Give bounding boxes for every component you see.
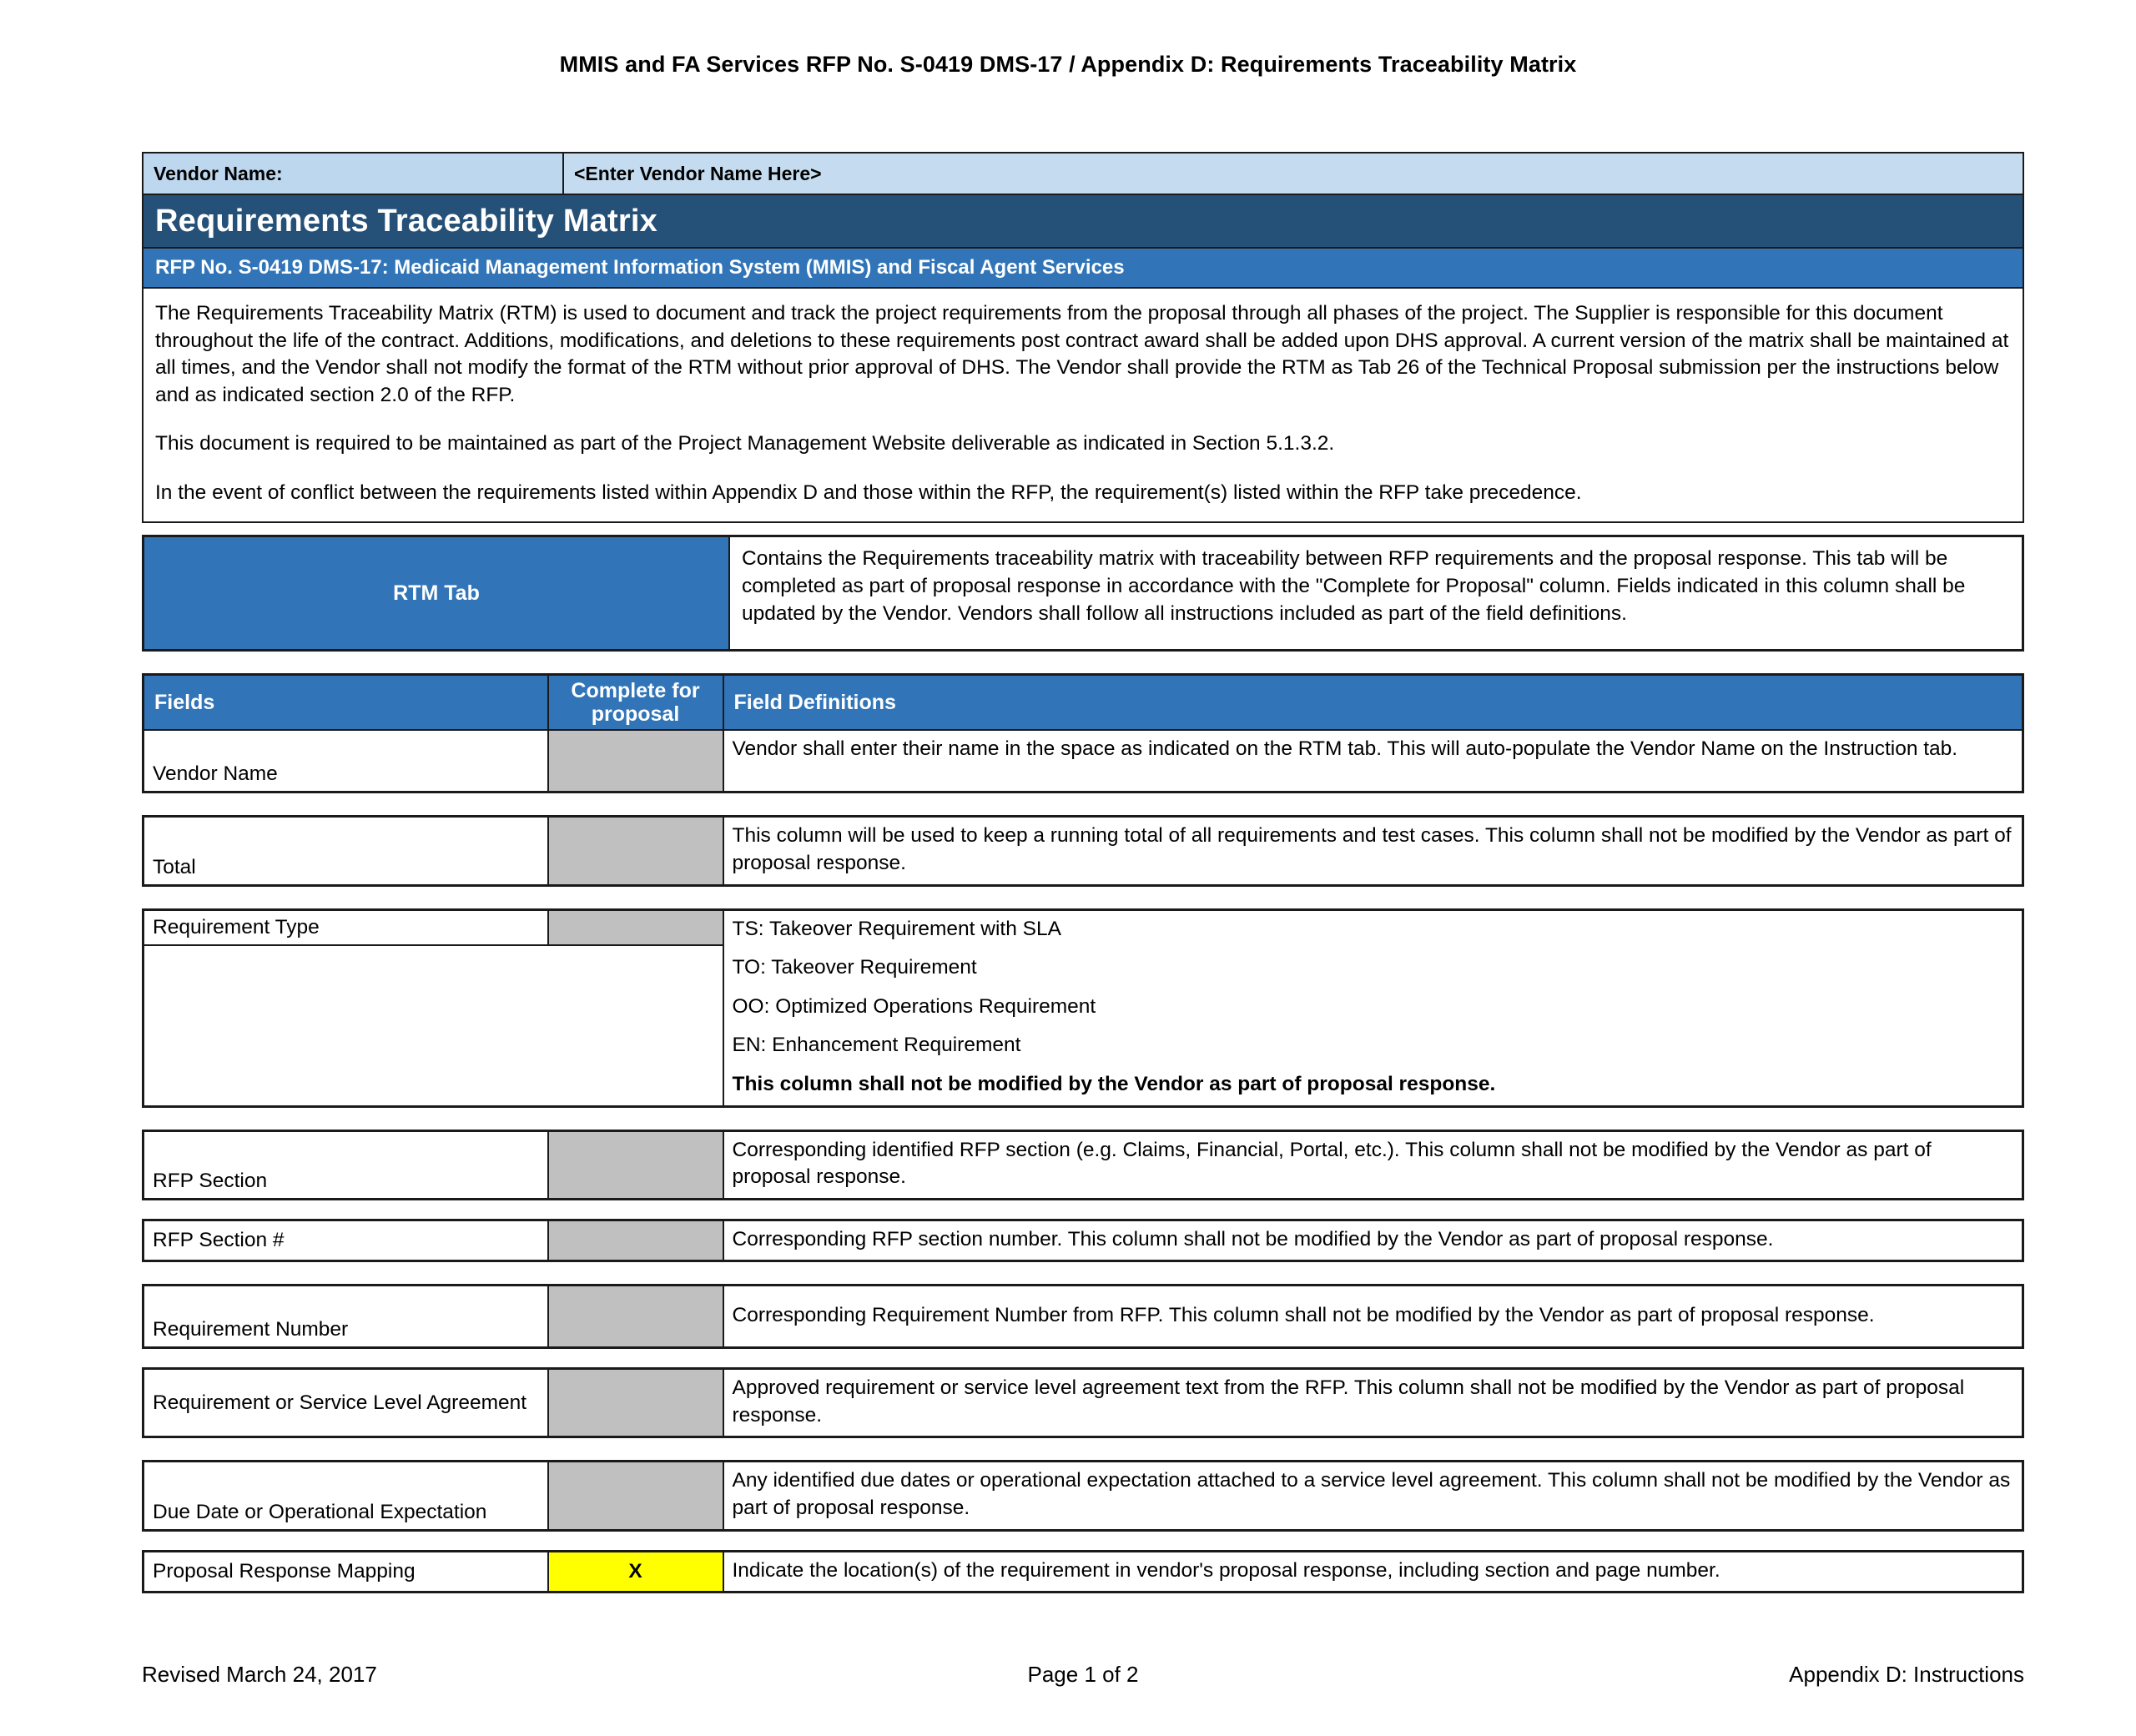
- table-row: [144, 730, 2023, 793]
- field-row-requirement-sla-table: [142, 1367, 2024, 1438]
- requirement-type-option-to: TO: Takeover Requirement: [732, 956, 977, 979]
- table-row: [144, 1551, 2023, 1593]
- field-row-proposal-response-mapping-table: [142, 1550, 2024, 1594]
- complete-cell-due-date: [548, 1462, 723, 1530]
- header-info-table: [142, 152, 2024, 523]
- section-spacer: [142, 1532, 2024, 1550]
- section-spacer: [142, 1200, 2024, 1219]
- rtm-tab-row: [144, 536, 2023, 651]
- field-row-requirement-number-table: [142, 1284, 2024, 1349]
- fields-header-table: [142, 673, 2024, 793]
- vendor-name-input[interactable]: <Enter Vendor Name Here>: [563, 153, 2023, 194]
- table-row: [144, 909, 2023, 945]
- field-row-due-date-table: [142, 1460, 2024, 1531]
- table-row: [144, 817, 2023, 885]
- intro-paragraph-3: In the event of conflict between the requirements listed within Appendix D and those within the RFP, the requirement(s) listed within the RFP take precedence.: [155, 481, 1582, 504]
- requirement-type-option-ts: TS: Takeover Requirement with SLA: [732, 917, 1061, 940]
- complete-cell-requirement-type: [548, 909, 723, 945]
- column-header-fields: Fields: [144, 675, 548, 731]
- field-name-requirement-sla: Requirement or Service Level Agreement: [144, 1369, 548, 1437]
- column-header-complete-for-proposal: [548, 675, 723, 731]
- section-spacer: [142, 793, 2024, 815]
- fields-header-row: [144, 675, 2023, 731]
- field-name-vendor-name: Vendor Name: [144, 730, 548, 793]
- section-spacer: [142, 1108, 2024, 1130]
- field-name-requirement-type: Requirement Type: [144, 909, 548, 945]
- vendor-name-row: [143, 153, 2023, 194]
- field-name-proposal-response-mapping: Proposal Response Mapping: [144, 1551, 548, 1593]
- table-row: [144, 1369, 2023, 1437]
- intro-text-cell: [143, 288, 2023, 522]
- filler-cell-left: [144, 945, 548, 1106]
- requirement-type-option-en: EN: Enhancement Requirement: [732, 1034, 1021, 1057]
- field-definition-proposal-response-mapping: Indicate the location(s) of the requirement in vendor's proposal response, including section and page number.: [723, 1551, 2023, 1593]
- complete-cell-rfp-section: [548, 1130, 723, 1199]
- page-running-header: MMIS and FA Services RFP No. S-0419 DMS-17 / Appendix D: Requirements Traceability Matrix: [559, 52, 1577, 77]
- field-definition-requirement-number: Corresponding Requirement Number from RFP. This column shall not be modified by the Vendor as part of proposal response.: [723, 1286, 2023, 1348]
- rtm-tab-description: Contains the Requirements traceability matrix with traceability between RFP requirements and the proposal response. This tab will be completed as part of proposal response in accordance with the "Complete for Proposal" column. Fields indicated in this column shall be updated by the Vendor. Vendors shall follow all instructions included as part of the field definitions.: [729, 536, 2023, 651]
- section-spacer: [142, 652, 2024, 673]
- rtm-tab-label: RTM Tab: [144, 536, 730, 651]
- requirement-type-modification-note: This column shall not be modified by the Vendor as part of proposal response.: [732, 1072, 1496, 1095]
- complete-header-line-1: Complete for: [571, 679, 700, 703]
- rfp-subtitle: RFP No. S-0419 DMS-17: Medicaid Management Information System (MMIS) and Fiscal Agent Services: [143, 248, 2023, 288]
- field-definition-vendor-name: Vendor shall enter their name in the space as indicated on the RTM tab. This will auto-populate the Vendor Name on the Instruction tab.: [723, 730, 2023, 793]
- table-row: [144, 1220, 2023, 1261]
- field-name-total: Total: [144, 817, 548, 885]
- table-row: [144, 1130, 2023, 1199]
- footer-page-number: Page 1 of 2: [1027, 1662, 1139, 1687]
- rtm-tab-table: [142, 535, 2024, 652]
- field-definition-total: This column will be used to keep a running total of all requirements and test cases. This column shall not be modified by the Vendor as part of proposal response.: [723, 817, 2023, 885]
- filler-cell-complete: [548, 945, 723, 1106]
- complete-cell-requirement-sla: [548, 1369, 723, 1437]
- complete-cell-total: [548, 817, 723, 885]
- field-definition-requirement-type: [723, 909, 2023, 1106]
- field-name-rfp-section-number: RFP Section #: [144, 1220, 548, 1261]
- field-definition-rfp-section: Corresponding identified RFP section (e.g. Claims, Financial, Portal, etc.). This column shall not be modified by the Vendor as part of proposal response.: [723, 1130, 2023, 1199]
- complete-cell-proposal-response-mapping[interactable]: X: [548, 1551, 723, 1593]
- complete-header-line-2: proposal: [591, 702, 680, 727]
- field-name-rfp-section: RFP Section: [144, 1130, 548, 1199]
- complete-cell-rfp-section-number: [548, 1220, 723, 1261]
- section-spacer: [142, 1262, 2024, 1284]
- field-definition-due-date: Any identified due dates or operational expectation attached to a service level agreement. This column shall not be modified by the Vendor as part of proposal response.: [723, 1462, 2023, 1530]
- table-row: [144, 1286, 2023, 1348]
- section-spacer: [142, 1438, 2024, 1460]
- page-footer: [142, 1662, 2024, 1688]
- document-content: [142, 152, 2024, 1593]
- field-row-rfp-section-number-table: [142, 1219, 2024, 1263]
- field-name-due-date: Due Date or Operational Expectation: [144, 1462, 548, 1530]
- complete-cell-requirement-number: [548, 1286, 723, 1348]
- field-definition-requirement-sla: Approved requirement or service level agreement text from the RFP. This column shall not be modified by the Vendor as part of proposal response.: [723, 1369, 2023, 1437]
- footer-revised-date: Revised March 24, 2017: [142, 1662, 377, 1687]
- main-title-row: [143, 194, 2023, 248]
- intro-row: [143, 288, 2023, 522]
- field-row-requirement-type-table: [142, 908, 2024, 1108]
- complete-cell-vendor-name: [548, 730, 723, 793]
- section-spacer: [142, 1349, 2024, 1367]
- footer-appendix-label: Appendix D: Instructions: [1789, 1662, 2024, 1687]
- section-spacer: [142, 887, 2024, 908]
- page-title: Requirements Traceability Matrix: [143, 194, 2023, 248]
- field-name-requirement-number: Requirement Number: [144, 1286, 548, 1348]
- field-definition-rfp-section-number: Corresponding RFP section number. This column shall not be modified by the Vendor as part of proposal response.: [723, 1220, 2023, 1261]
- intro-paragraph-1: The Requirements Traceability Matrix (RTM) is used to document and track the project requirements from the proposal through all phases of the project. The Supplier is responsible for this document throughout the life of the contract. Additions, modifications, and deletions to these requirements post contract award shall be added upon DHS approval. A current version of the matrix shall be maintained at all times, and the Vendor shall not modify the format of the RTM without prior approval of DHS. The Vendor shall provide the RTM as Tab 26 of the Technical Proposal submission per the instructions below and as indicated section 2.0 of the RFP.: [155, 302, 2009, 406]
- column-header-field-definitions: Field Definitions: [723, 675, 2023, 731]
- intro-paragraph-2: This document is required to be maintained as part of the Project Management Website deliverable as indicated in Section 5.1.3.2.: [155, 432, 1335, 455]
- table-row: [144, 1462, 2023, 1530]
- requirement-type-option-oo: OO: Optimized Operations Requirement: [732, 994, 1096, 1018]
- rfp-band-row: [143, 248, 2023, 288]
- field-row-total-table: [142, 815, 2024, 886]
- vendor-name-label: Vendor Name:: [143, 153, 563, 194]
- field-row-rfp-section-table: [142, 1130, 2024, 1200]
